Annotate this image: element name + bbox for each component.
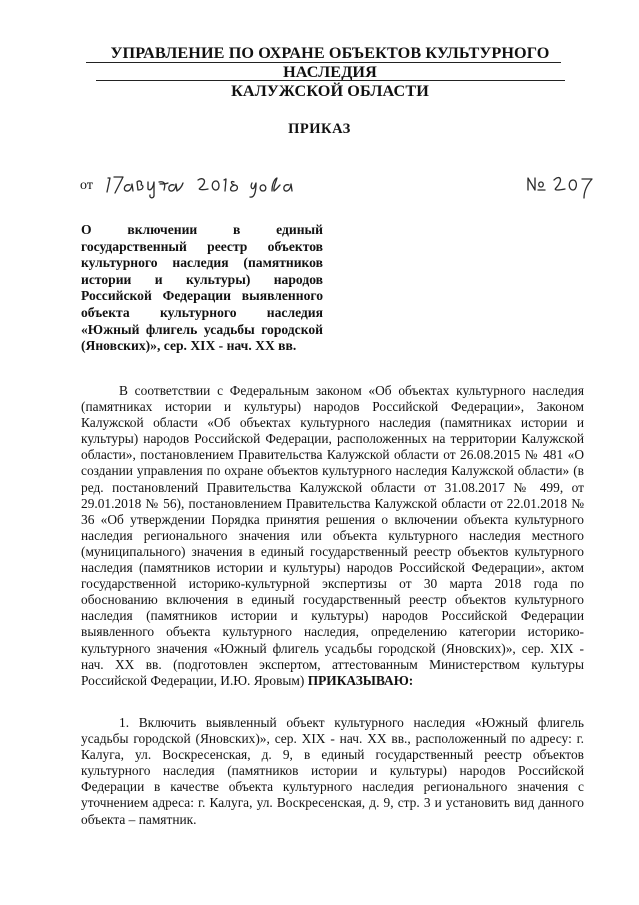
handwritten-date-signature: [104, 168, 414, 202]
preamble-text: В соответствии с Федеральным законом «Об объектах культурного наследия (памятниках истории и культуры) народов Российской Федерации», Законом Калужской области «Об объектах культурного наследия (памятниках истории и культуры) народов Российской Федерации, расположенных на территории Калужской области», постановлением Правительства Калужской области от 26.08.2015 № 481 «О создании управления по охране объектов культурного наследия Калужской области» (в ред. постановлений Правительства Калужской области от 31.08.2017 № 499, от 29.01.2018 № 56), постановлением Правительства Калужской области от 22.01.2018 № 36 «Об утверждении Порядка принятия решения о включении объекта культурного наследия регионального значения или объекта культурного наследия местного (муниципального) значения в единый государственный реестр объектов культурного наследия (памятников истории и культуры) народов Российской Федерации», актом государственной историко-культурной экспертизы от 30 марта 2018 года по обоснованию включения в единый государственный реестр объектов культурного наследия (памятников истории и культуры) народов Российской Федерации выявленного объекта культурного наследия, определению категории историко-культурного значения «Южный флигель усадьбы городской (Яновских)», сер. XIX - нач. XX вв. (подготовлен экспертом, аттестованным Министерством культуры Российской Федерации, И.Ю. Яровым): [81, 383, 584, 688]
order-item-1: 1. Включить выявленный объект культурного наследия «Южный флигель усадьбы городской (Яновских)», сер. XIX - нач. XX вв., расположенный по адресу: г. Калуга, ул. Воскресенская, д. 9, в единый государственный реестр объектов культурного наследия (памятников истории и культуры) народов Российской Федерации в качестве объекта культурного наследия регионального значения с уточнением адреса: г. Калуга, ул. Воскресенская, д. 9, стр. 3 и установить вид данного объекта – памятник.: [81, 715, 584, 827]
order-title: ПРИКАЗ: [288, 121, 351, 137]
date-number-row: [80, 168, 600, 202]
handwritten-number-signature: [548, 168, 608, 202]
header-agency-line1: УПРАВЛЕНИЕ ПО ОХРАНЕ ОБЪЕКТОВ КУЛЬТУРНОГО НАСЛЕДИЯ: [110, 44, 550, 81]
document-header: [62, 44, 598, 101]
order-subject: О включении в единый государственный реестр объектов культурного наследия (памятников истории и культуры) народов Российской Федерации выявленного объекта культурного наследия «Южный флигель усадьбы городской (Яновских)», сер. XIX - нач. XX вв.: [81, 222, 323, 354]
number-sign-handwritten: [526, 170, 548, 198]
preamble-paragraph: [81, 383, 584, 689]
date-prefix: от: [80, 178, 93, 193]
header-underline-top: [86, 62, 561, 63]
order-directive: ПРИКАЗЫВАЮ:: [307, 672, 414, 688]
header-agency-line2: КАЛУЖСКОЙ ОБЛАСТИ: [231, 82, 429, 100]
header-underline-bottom: [96, 80, 565, 81]
